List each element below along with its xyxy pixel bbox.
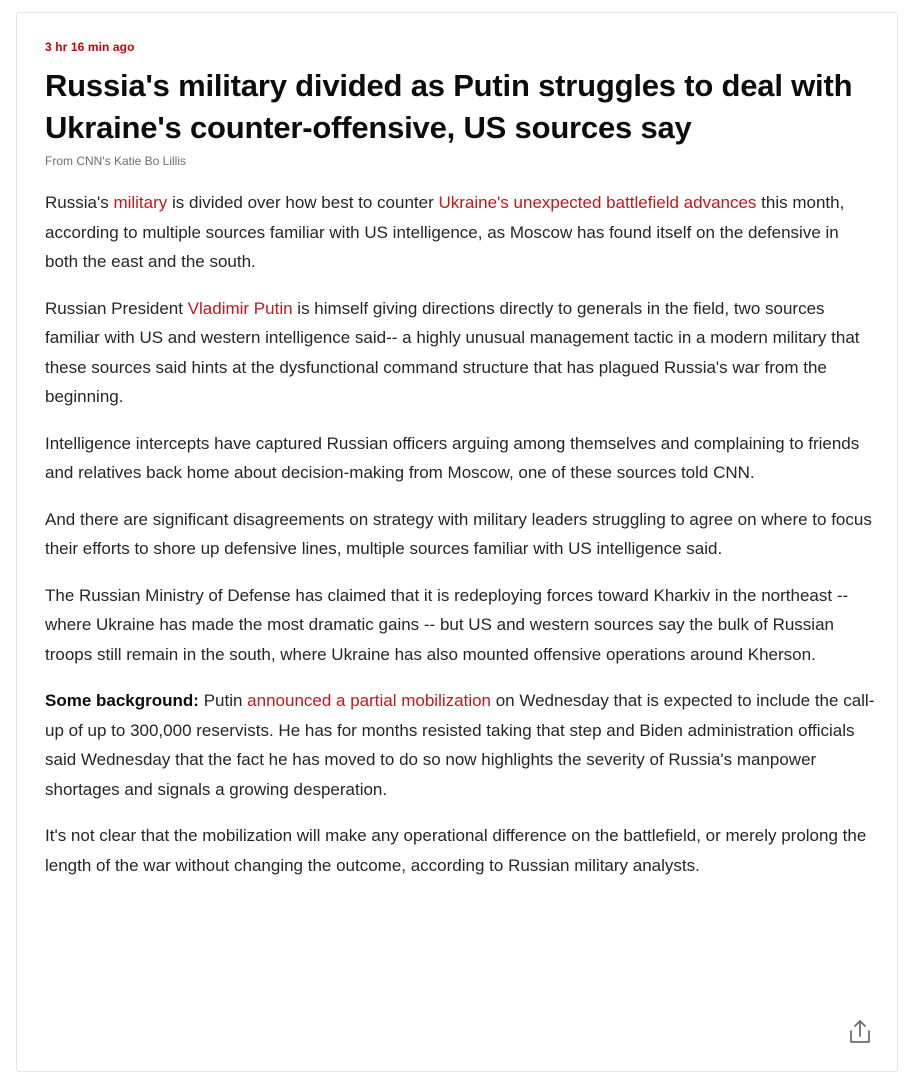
paragraph: The Russian Ministry of Defense has claimed that it is redeploying forces toward Kharkiv in the northeast -- where Ukraine has made the most dramatic gains -- but US and western sources say the bulk of Russian troops still remain in the south, where Ukraine has also mounted offensive operations around Kherson. xyxy=(45,585,849,664)
paragraph-text: Russian President xyxy=(45,298,188,318)
paragraph-text: on Wednesday that is expected to include the call-up of up to 300,000 reservists. He has for months resisted taking that step and Biden administration officials said Wednesday that the fact he has moved to do so now highlights the severity of Russia's manpower shortages and signals a growing desperation. xyxy=(45,691,875,799)
share-button[interactable] xyxy=(847,1018,873,1046)
paragraph: It's not clear that the mobilization will make any operational difference on the battlefield, or merely prolong the length of the war without changing the outcome, according to Russian military analysts. xyxy=(45,826,867,875)
paragraph-text: is divided over how best to counter xyxy=(167,193,439,212)
article-body xyxy=(45,188,875,897)
partial-mobilization-link[interactable]: announced a partial mobilization xyxy=(247,691,491,710)
headline: Russia's military divided as Putin struggles to deal with Ukraine's counter-offensive, US sources say xyxy=(45,68,853,145)
paragraph xyxy=(45,188,875,277)
paragraph-text: Putin xyxy=(198,691,248,710)
paragraph xyxy=(45,294,875,412)
paragraph-text: this month, according to multiple sources familiar with US intelligence, as Moscow has found itself on the defensive in both the east and the south. xyxy=(45,193,845,271)
paragraph: Intelligence intercepts have captured Russian officers arguing among themselves and complaining to friends and relatives back home about decision-making from Moscow, one of these sources told CNN. xyxy=(45,433,860,482)
share-icon xyxy=(847,1018,873,1046)
timestamp[interactable]: 3 hr 16 min ago xyxy=(45,40,135,54)
vladimir-putin-link[interactable]: Vladimir Putin xyxy=(187,298,293,318)
ukraine-advances-link[interactable]: Ukraine's unexpected battlefield advances xyxy=(438,193,757,212)
background-label: Some background: xyxy=(45,691,199,710)
military-link[interactable]: military xyxy=(113,193,168,212)
live-update-card xyxy=(16,12,898,1072)
paragraph-text: Russia's xyxy=(45,193,114,212)
paragraph: And there are significant disagreements on strategy with military leaders struggling to agree on where to focus their efforts to shore up defensive lines, multiple sources familiar with US intelligence said. xyxy=(45,509,872,558)
paragraph-text: is himself giving directions directly to generals in the field, two sources familiar with US and western intelligence said-- a highly unusual management tactic in a modern military that these sources said hints at the dysfunctional command structure that has plagued Russia's war from the beginning. xyxy=(45,298,860,406)
byline: From CNN's Katie Bo Lillis xyxy=(45,154,186,168)
paragraph xyxy=(45,686,875,804)
